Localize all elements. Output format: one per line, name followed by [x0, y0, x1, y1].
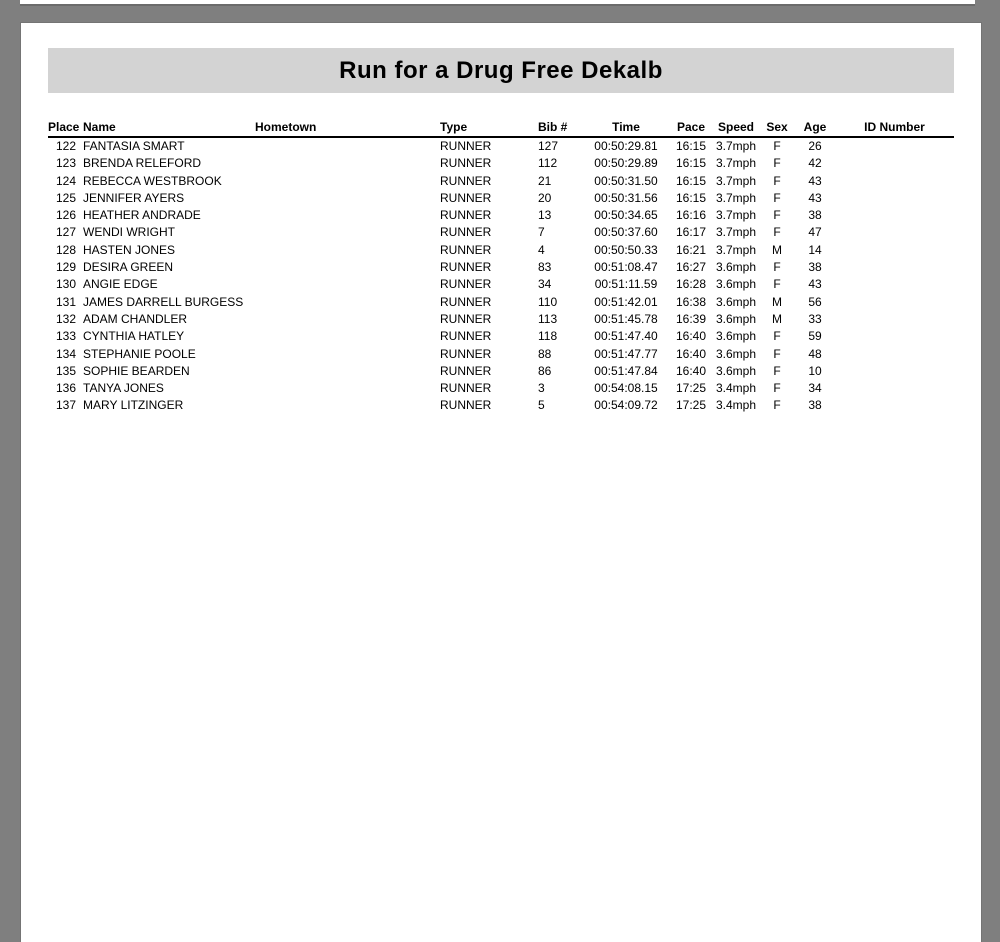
cell-hometown — [252, 173, 437, 190]
cell-type: RUNNER — [440, 225, 492, 240]
cell-speed: 3.7mph — [715, 208, 757, 223]
column-header-time: Time — [583, 120, 669, 137]
table-row — [48, 294, 954, 311]
cell-sex: F — [773, 363, 781, 378]
cell-sex: F — [773, 260, 781, 275]
cell-bib: 20 — [538, 190, 552, 205]
cell-time: 00:50:34.65 — [594, 208, 658, 223]
cell-type: RUNNER — [440, 190, 492, 205]
cell-sex: F — [773, 139, 781, 153]
cell-sex: M — [772, 242, 782, 257]
cell-pace: 16:27 — [675, 260, 707, 275]
cell-name: REBECCA WESTBROOK — [83, 173, 222, 188]
cell-id_number — [835, 207, 954, 224]
cell-speed: 3.4mph — [715, 381, 757, 396]
cell-pace: 16:40 — [675, 363, 707, 378]
cell-place: 137 — [55, 398, 76, 413]
cell-pace: 16:39 — [675, 311, 707, 326]
cell-place: 136 — [55, 381, 76, 396]
cell-pace: 16:15 — [675, 139, 707, 153]
cell-type: RUNNER — [440, 260, 492, 275]
table-row — [48, 242, 954, 259]
cell-id_number — [835, 259, 954, 276]
cell-bib: 113 — [538, 311, 558, 326]
cell-speed: 3.6mph — [715, 363, 757, 378]
cell-time: 00:51:47.77 — [594, 346, 658, 361]
cell-type: RUNNER — [440, 242, 492, 257]
cell-age: 38 — [808, 260, 822, 275]
cell-id_number — [835, 137, 954, 155]
cell-id_number — [835, 173, 954, 190]
cell-sex: F — [773, 329, 781, 344]
cell-hometown — [252, 311, 437, 328]
cell-id_number — [835, 363, 954, 380]
cell-pace: 17:25 — [675, 381, 707, 396]
cell-bib: 21 — [538, 173, 552, 188]
cell-hometown — [252, 363, 437, 380]
cell-time: 00:51:47.84 — [594, 363, 658, 378]
cell-time: 00:50:37.60 — [594, 225, 658, 240]
cell-place: 135 — [55, 363, 76, 378]
cell-place: 124 — [55, 173, 76, 188]
cell-name: FANTASIA SMART — [83, 139, 185, 153]
cell-time: 00:50:31.56 — [594, 190, 658, 205]
cell-place: 128 — [55, 242, 76, 257]
cell-time: 00:50:29.89 — [594, 156, 658, 171]
cell-time: 00:50:50.33 — [594, 242, 658, 257]
cell-pace: 16:40 — [675, 346, 707, 361]
column-header-hometown: Hometown — [252, 120, 437, 137]
cell-speed: 3.7mph — [715, 190, 757, 205]
cell-id_number — [835, 328, 954, 345]
cell-sex: F — [773, 208, 781, 223]
cell-speed: 3.7mph — [715, 225, 757, 240]
cell-bib: 86 — [538, 363, 552, 378]
column-header-age: Age — [795, 120, 835, 137]
cell-name: ANGIE EDGE — [83, 277, 158, 292]
cell-sex: F — [773, 173, 781, 188]
cell-name: HASTEN JONES — [83, 242, 176, 257]
table-row — [48, 328, 954, 345]
cell-name: CYNTHIA HATLEY — [83, 329, 185, 344]
cell-age: 59 — [808, 329, 822, 344]
cell-pace: 16:40 — [675, 329, 707, 344]
cell-pace: 16:15 — [675, 173, 707, 188]
cell-age: 34 — [808, 381, 822, 396]
cell-hometown — [252, 294, 437, 311]
table-body — [48, 137, 954, 415]
column-header-place: Place — [48, 120, 80, 137]
cell-time: 00:51:08.47 — [594, 260, 658, 275]
cell-type: RUNNER — [440, 311, 492, 326]
cell-name: WENDI WRIGHT — [83, 225, 175, 240]
cell-bib: 5 — [538, 398, 545, 413]
cell-sex: M — [772, 311, 782, 326]
cell-sex: F — [773, 381, 781, 396]
cell-age: 43 — [808, 190, 822, 205]
cell-name: STEPHANIE POOLE — [83, 346, 196, 361]
table-row — [48, 224, 954, 241]
cell-time: 00:51:47.40 — [594, 329, 658, 344]
cell-bib: 4 — [538, 242, 545, 257]
cell-age: 43 — [808, 173, 822, 188]
cell-sex: F — [773, 190, 781, 205]
cell-age: 43 — [808, 277, 822, 292]
cell-pace: 16:21 — [675, 242, 707, 257]
cell-sex: F — [773, 225, 781, 240]
cell-speed: 3.7mph — [715, 156, 757, 171]
cell-hometown — [252, 190, 437, 207]
cell-bib: 13 — [538, 208, 552, 223]
table-row — [48, 137, 954, 155]
cell-hometown — [252, 259, 437, 276]
cell-type: RUNNER — [440, 329, 492, 344]
cell-pace: 16:15 — [675, 190, 707, 205]
cell-sex: F — [773, 398, 781, 413]
cell-speed: 3.6mph — [715, 329, 757, 344]
table-row — [48, 346, 954, 363]
cell-speed: 3.4mph — [715, 398, 757, 413]
cell-hometown — [252, 242, 437, 259]
table-row — [48, 363, 954, 380]
title-banner — [48, 48, 954, 93]
cell-bib: 110 — [538, 294, 558, 309]
cell-place: 127 — [55, 225, 76, 240]
cell-id_number — [835, 155, 954, 172]
cell-speed: 3.6mph — [715, 260, 757, 275]
cell-name: SOPHIE BEARDEN — [83, 363, 190, 378]
column-header-name: Name — [80, 120, 252, 137]
cell-time: 00:51:45.78 — [594, 311, 658, 326]
cell-id_number — [835, 276, 954, 293]
cell-name: ADAM CHANDLER — [83, 311, 188, 326]
cell-age: 42 — [808, 156, 822, 171]
cell-sex: F — [773, 277, 781, 292]
cell-bib: 83 — [538, 260, 552, 275]
cell-type: RUNNER — [440, 346, 492, 361]
cell-place: 125 — [55, 190, 76, 205]
cell-pace: 17:25 — [675, 398, 707, 413]
table-row — [48, 397, 954, 414]
cell-hometown — [252, 224, 437, 241]
cell-name: BRENDA RELEFORD — [83, 156, 202, 171]
cell-age: 14 — [808, 242, 822, 257]
column-header-pace: Pace — [669, 120, 713, 137]
cell-name: DESIRA GREEN — [83, 260, 174, 275]
cell-pace: 16:38 — [675, 294, 707, 309]
cell-bib: 34 — [538, 277, 552, 292]
table-header-row — [48, 120, 954, 137]
cell-id_number — [835, 294, 954, 311]
cell-type: RUNNER — [440, 398, 492, 413]
cell-age: 56 — [808, 294, 822, 309]
cell-speed: 3.6mph — [715, 311, 757, 326]
cell-type: RUNNER — [440, 156, 492, 171]
cell-sex: F — [773, 156, 781, 171]
cell-pace: 16:16 — [675, 208, 707, 223]
cell-speed: 3.6mph — [715, 346, 757, 361]
cell-sex: M — [772, 294, 782, 309]
cell-time: 00:51:42.01 — [594, 294, 658, 309]
cell-bib: 118 — [538, 329, 558, 344]
cell-type: RUNNER — [440, 381, 492, 396]
column-header-bib: Bib # — [535, 120, 583, 137]
cell-age: 33 — [808, 311, 822, 326]
cell-bib: 112 — [538, 156, 558, 171]
cell-name: HEATHER ANDRADE — [83, 208, 201, 223]
table-row — [48, 276, 954, 293]
table-row — [48, 173, 954, 190]
cell-hometown — [252, 207, 437, 224]
cell-type: RUNNER — [440, 294, 492, 309]
cell-hometown — [252, 397, 437, 414]
cell-sex: F — [773, 346, 781, 361]
cell-speed: 3.6mph — [715, 277, 757, 292]
cell-bib: 127 — [538, 139, 559, 153]
column-header-type: Type — [437, 120, 535, 137]
cell-id_number — [835, 224, 954, 241]
cell-id_number — [835, 242, 954, 259]
cell-name: MARY LITZINGER — [83, 398, 184, 413]
cell-age: 38 — [808, 208, 822, 223]
cell-speed: 3.7mph — [715, 139, 757, 153]
cell-age: 47 — [808, 225, 822, 240]
table-row — [48, 259, 954, 276]
cell-bib: 88 — [538, 346, 552, 361]
cell-age: 26 — [808, 139, 822, 153]
cell-pace: 16:17 — [675, 225, 707, 240]
table-row — [48, 155, 954, 172]
cell-time: 00:54:08.15 — [594, 381, 658, 396]
cell-time: 00:54:09.72 — [594, 398, 658, 413]
cell-bib: 7 — [538, 225, 545, 240]
table-row — [48, 207, 954, 224]
cell-type: RUNNER — [440, 208, 492, 223]
column-header-id_number: ID Number — [835, 120, 954, 137]
cell-hometown — [252, 328, 437, 345]
cell-id_number — [835, 190, 954, 207]
cell-speed: 3.7mph — [715, 173, 757, 188]
cell-place: 129 — [55, 260, 76, 275]
cell-place: 133 — [55, 329, 76, 344]
cell-id_number — [835, 311, 954, 328]
cell-type: RUNNER — [440, 173, 492, 188]
cell-bib: 3 — [538, 381, 545, 396]
page-title: Run for a Drug Free Dekalb — [339, 56, 663, 84]
cell-type: RUNNER — [440, 139, 492, 153]
cell-hometown — [252, 137, 437, 155]
table-row — [48, 190, 954, 207]
column-header-speed: Speed — [713, 120, 759, 137]
cell-place: 130 — [55, 277, 76, 292]
cell-age: 48 — [808, 346, 822, 361]
cell-place: 131 — [55, 294, 76, 309]
table-row — [48, 380, 954, 397]
cell-hometown — [252, 346, 437, 363]
cell-name: JENNIFER AYERS — [83, 190, 185, 205]
document-page — [20, 22, 982, 942]
cell-speed: 3.7mph — [715, 242, 757, 257]
cell-pace: 16:28 — [675, 277, 707, 292]
cell-speed: 3.6mph — [715, 294, 757, 309]
cell-time: 00:50:29.81 — [594, 139, 658, 153]
cell-name: JAMES DARRELL BURGESS — [83, 294, 244, 309]
cell-place: 122 — [55, 139, 76, 153]
cell-place: 132 — [55, 311, 76, 326]
cell-name: TANYA JONES — [83, 381, 164, 396]
cell-place: 126 — [55, 208, 76, 223]
cell-hometown — [252, 276, 437, 293]
cell-hometown — [252, 380, 437, 397]
previous-page-bottom-edge — [20, 0, 975, 6]
cell-time: 00:50:31.50 — [594, 173, 658, 188]
cell-age: 10 — [808, 363, 822, 378]
cell-place: 134 — [55, 346, 76, 361]
column-header-sex: Sex — [759, 120, 795, 137]
cell-pace: 16:15 — [675, 156, 707, 171]
table-row — [48, 311, 954, 328]
cell-id_number — [835, 380, 954, 397]
cell-place: 123 — [55, 156, 76, 171]
cell-id_number — [835, 397, 954, 414]
cell-age: 38 — [808, 398, 822, 413]
results-table — [48, 120, 954, 415]
cell-time: 00:51:11.59 — [594, 277, 658, 292]
cell-type: RUNNER — [440, 363, 492, 378]
cell-hometown — [252, 155, 437, 172]
cell-id_number — [835, 346, 954, 363]
cell-type: RUNNER — [440, 277, 492, 292]
